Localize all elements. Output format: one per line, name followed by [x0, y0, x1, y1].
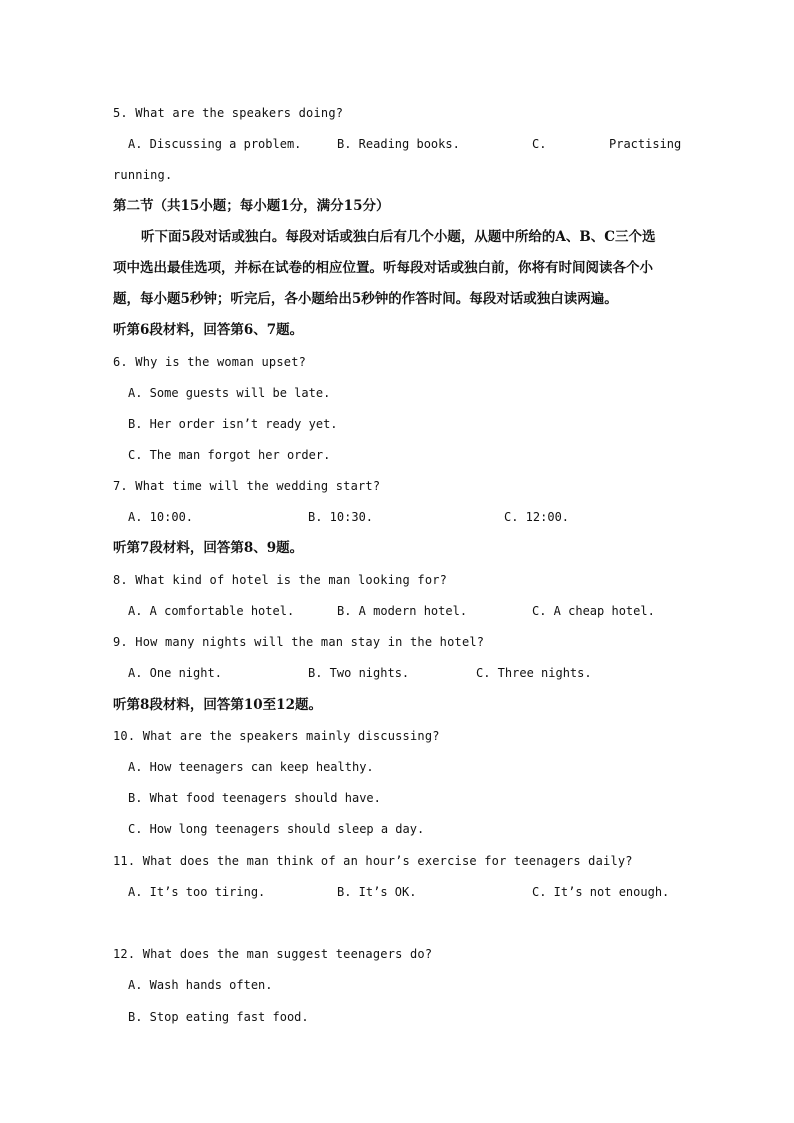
q5-option-c-text: Practising [609, 137, 682, 151]
q10-option-c: C. How long teenagers should sleep a day. [128, 822, 425, 836]
q6-option-a: A. Some guests will be late. [128, 386, 331, 400]
material-8-label: 听第8段材料，回答第10至12题。 [113, 697, 322, 713]
question-11: 11. What does the man think of an hour’s exercise for teenagers daily? [113, 854, 633, 868]
q8-option-b: B. A modern hotel. [337, 604, 468, 618]
instructions-line-1: 听下面5段对话或独白。每段对话或独白后有几个小题，从题中所给的A、B、C三个选 [141, 229, 656, 245]
q6-option-c: C. The man forgot her order. [128, 448, 331, 462]
q5-option-a: A. Discussing a problem. [128, 137, 302, 151]
instructions-line-2: 项中选出最佳选项，并标在试卷的相应位置。听每段对话或独白前，你将有时间阅读各个小 [113, 260, 653, 276]
q5-option-c-letter: C. [532, 137, 547, 151]
question-9: 9. How many nights will the man stay in the hotel? [113, 635, 485, 649]
q11-option-a: A. It’s too tiring. [128, 885, 266, 899]
question-8: 8. What kind of hotel is the man looking for? [113, 573, 448, 587]
question-5: 5. What are the speakers doing? [113, 106, 344, 120]
question-6: 6. Why is the woman upset? [113, 355, 307, 369]
q10-option-b: B. What food teenagers should have. [128, 791, 381, 805]
q6-option-b: B. Her order isn’t ready yet. [128, 417, 338, 431]
question-7: 7. What time will the wedding start? [113, 479, 381, 493]
q12-option-a: A. Wash hands often. [128, 978, 273, 992]
q12-option-b: B. Stop eating fast food. [128, 1010, 309, 1024]
question-10: 10. What are the speakers mainly discussing? [113, 729, 440, 743]
q7-option-c: C. 12:00. [504, 510, 570, 524]
q9-option-c: C. Three nights. [476, 666, 592, 680]
material-7-label: 听第7段材料，回答第8、9题。 [113, 540, 304, 556]
q9-option-a: A. One night. [128, 666, 222, 680]
q8-option-c: C. A cheap hotel. [532, 604, 655, 618]
instructions-line-3: 题，每小题5秒钟；听完后，各小题给出5秒钟的作答时间。每段对话或独白读两遍。 [113, 291, 618, 307]
q5-option-c-continuation: running. [113, 168, 173, 182]
material-6-label: 听第6段材料，回答第6、7题。 [113, 322, 304, 338]
q11-option-c: C. It’s not enough. [532, 885, 670, 899]
q10-option-a: A. How teenagers can keep healthy. [128, 760, 374, 774]
q7-option-b: B. 10:30. [308, 510, 374, 524]
q8-option-a: A. A comfortable hotel. [128, 604, 295, 618]
question-12: 12. What does the man suggest teenagers do? [113, 947, 433, 961]
q5-option-b: B. Reading books. [337, 137, 460, 151]
q7-option-a: A. 10:00. [128, 510, 194, 524]
q9-option-b: B. Two nights. [308, 666, 410, 680]
section-heading: 第二节（共15小题；每小题1分，满分15分） [113, 198, 390, 214]
q11-option-b: B. It’s OK. [337, 885, 417, 899]
